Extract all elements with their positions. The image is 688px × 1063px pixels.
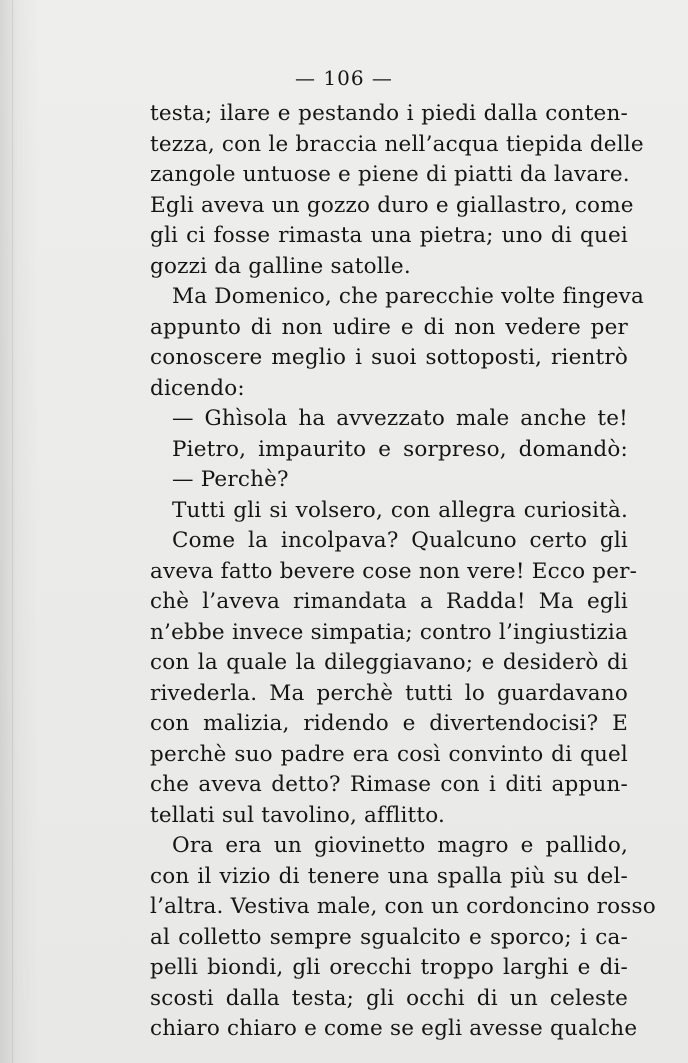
text-line: testa; ilare e pestando i piedi dalla conten- bbox=[150, 101, 628, 126]
text-line: chè l’aveva rimandata a Radda! Ma egli bbox=[150, 589, 628, 614]
text-line: Come la incolpava? Qualcuno certo gli bbox=[172, 528, 628, 553]
text-line: Egli aveva un gozzo duro e giallastro, come bbox=[150, 192, 634, 218]
text-line: con la quale la dileggiavano; e desiderò di bbox=[150, 650, 628, 675]
text-line: al colletto sempre sgualcito e sporco; i ca- bbox=[150, 924, 628, 950]
text-line: dicendo: bbox=[150, 375, 245, 401]
page-edge-shadow bbox=[12, 0, 13, 1063]
text-line: zangole untuose e piene di piatti da lavare. bbox=[150, 162, 630, 187]
text-line: conoscere meglio i suoi sottoposti, rientrò bbox=[150, 345, 628, 370]
text-line: Ma Domenico, che parecchie volte fingeva bbox=[172, 284, 645, 309]
text-line: appunto di non udire e di non vedere per bbox=[150, 314, 628, 340]
text-line: rivederla. Ma perchè tutti lo guardavano bbox=[150, 680, 628, 706]
text-line: con il vizio di tenere una spalla più su del- bbox=[150, 863, 628, 889]
text-line: scosti dalla testa; gli occhi di un celeste bbox=[150, 985, 628, 1011]
text-line: tellati sul tavolino, afflitto. bbox=[150, 802, 446, 828]
text-line: perchè suo padre era così convinto di quel bbox=[150, 741, 628, 767]
text-line: con malizia, ridendo e divertendocisi? E bbox=[150, 711, 628, 736]
text-line: pelli biondi, gli orecchi troppo larghi e di- bbox=[150, 955, 628, 980]
text-line: che aveva detto? Rimase con i diti appun- bbox=[150, 772, 628, 797]
body-text bbox=[150, 99, 656, 1045]
text-line: Tutti gli si volsero, con allegra curiosità. bbox=[172, 497, 628, 523]
text-line: chiaro chiaro e come se egli avesse qualche bbox=[150, 1016, 638, 1041]
text-line: — Ghìsola ha avvezzato male anche te! bbox=[172, 406, 628, 431]
text-line: gli ci fosse rimasta una pietra; uno di quei bbox=[150, 223, 628, 248]
text-line: l’altra. Vestiva male, con un cordoncino rosso bbox=[150, 894, 656, 919]
text-line: — Perchè? bbox=[172, 467, 289, 492]
page-number: — 106 — bbox=[295, 66, 393, 90]
text-line: tezza, con le braccia nell’acqua tiepida delle bbox=[150, 131, 644, 157]
text-line: gozzi da galline satolle. bbox=[150, 253, 411, 279]
text-line: Ora era un giovinetto magro e pallido, bbox=[172, 833, 628, 858]
text-line: aveva fatto bevere cose non vere! Ecco per- bbox=[150, 558, 638, 584]
text-line: Pietro, impaurito e sorpreso, domandò: bbox=[172, 436, 628, 462]
text-line: n’ebbe invece simpatia; contro l’ingiustizia bbox=[150, 619, 628, 645]
